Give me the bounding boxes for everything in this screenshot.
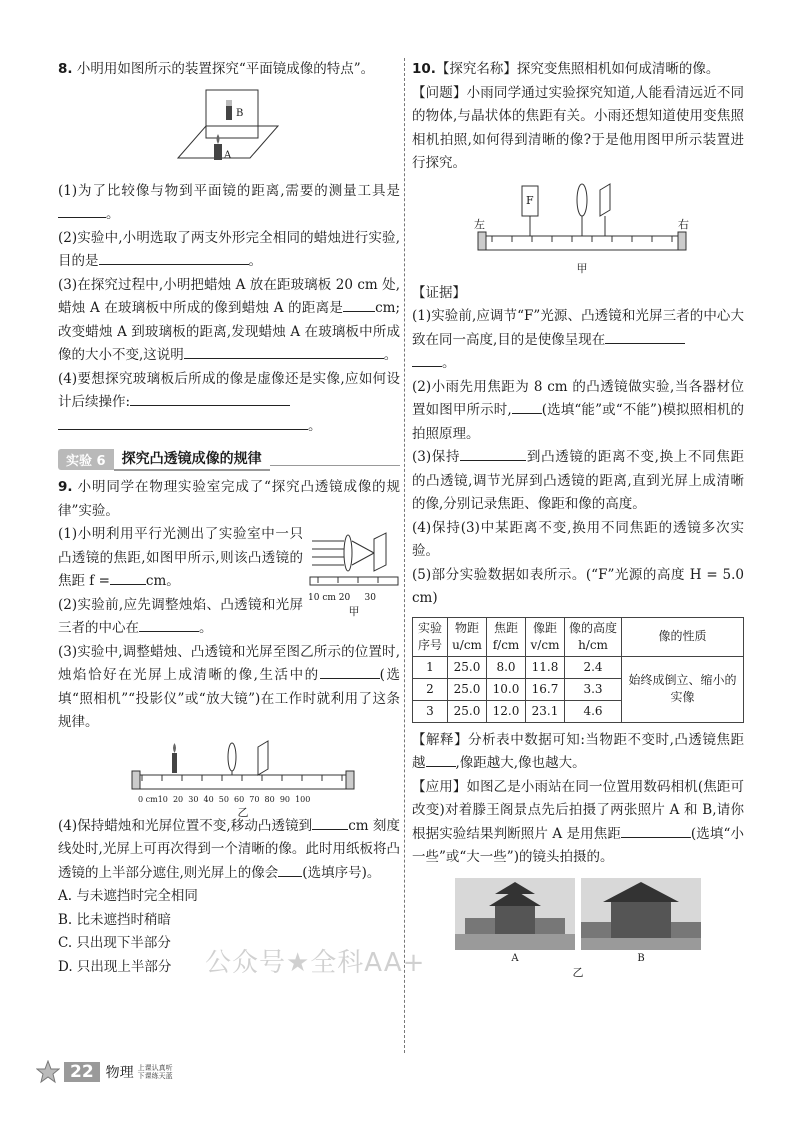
label-a: A [224,149,232,161]
q9-part1: (1)小明利用平行光测出了实验室中一只凸透镜的焦距,如图甲所示,则该凸透镜的焦距 f = cm。 [58,526,303,589]
right-column [412,58,744,980]
q10-e3: (3)保持 到凸透镜的距离不变,换上不同焦距的凸透镜,调节光屏到凸透镜的距离,直到光屏上成清晰的像,分别记录焦距、像距和像的高度。 [412,446,744,517]
q9-figure-jia [308,525,400,618]
scale-labels: 10 cm 20 30 [308,593,376,603]
parallel-light-diagram [308,525,400,589]
image-property-cell: 始终成倒立、缩小的实像 [622,656,744,722]
q10-name: 10.【探究名称】探究变焦照相机如何成清晰的像。 [412,61,720,77]
q9-part3: (3)实验中,调整蜡烛、凸透镜和光屏至图乙所示的位置时,烛焰恰好在光屏上成清晰的像,生活中的 (选填“照相机”“投影仪”或“放大镜”)在工作时就利用了这条规律。 [58,643,400,730]
motto: 上课认真听 下课练天蓝 [137,1064,173,1080]
q10-e4: (4)保持(3)中某距离不变,换用不同焦距的透镜多次实验。 [412,519,744,559]
answer-blank[interactable] [184,344,384,359]
tengwang-pavilion-photo-a [455,878,575,950]
answer-blank[interactable] [139,617,199,632]
table-row: 3 25.0 12.0 23.1 4.6 [413,700,744,722]
q9-option-a[interactable]: A. 与未遮挡时完全相同 [58,888,198,904]
q8-part2: (2)实验中,小明选取了两支外形完全相同的蜡烛进行实验,目的是 。 [58,229,400,269]
q9-option-c[interactable]: C. 只出现下半部分 [58,935,171,951]
figure-caption: 乙 [237,805,249,819]
left-column [58,58,400,979]
page-footer [36,1060,173,1084]
table-header-row: 实验序号 物距 u/cm 焦距 f/cm 像距 v/cm 像的高度 h/cm 像的性质 [413,617,744,656]
q10-figure-jia [472,180,692,278]
q10-apply: 【应用】如图乙是小雨站在同一位置用数码相机(焦距可改变)对着滕王阁景点先后拍摄了两张照片 A 和 B,请你根据实验结果判断照片 A 是用焦距 (选填“小一些”或“大一些”)的镜头拍摄的。 [412,778,744,865]
q10-e5: (5)部分实验数据如表所示。(“F”光源的高度 H = 5.0 cm) [412,566,744,606]
q8-stem: 8. 小明用如图所示的装置探究“平面镜成像的特点”。 [58,61,375,77]
data-table [412,617,744,723]
answer-blank[interactable] [412,352,442,367]
answer-blank[interactable] [426,752,456,767]
answer-blank[interactable] [110,570,146,585]
answer-blank[interactable] [58,203,106,218]
q9-stem: 9. 小明同学在物理实验室完成了“探究凸透镜成像的规律”实验。 [58,479,401,519]
answer-blank[interactable] [460,446,526,461]
answer-blank[interactable] [512,399,542,414]
photo-a: A [455,878,575,964]
table-row: 2 25.0 10.0 16.7 3.3 [413,678,744,700]
q9-part4: (4)保持蜡烛和光屏位置不变,移动凸透镜到 cm 刻度线处时,光屏上可再次得到一个清晰的像。此时用纸板将凸透镜的上半部分遮住,则光屏上的像会 (选填序号)。 [58,815,400,886]
q10-e2: (2)小雨先用焦距为 8 cm 的凸透镜做实验,当各器材位置如图甲所示时, (选填“能”或“不能”)模拟照相机的拍照原理。 [412,378,745,442]
q10-problem: 【问题】小雨同学通过实验探究知道,人能看清远近不同的物体,与晶状体的焦距有关。小雨还想知道使用变焦照相机拍照,如何得到清晰的像?于是他用图甲所示装置进行探究。 [412,84,745,171]
label-b: B [236,107,244,119]
watermark: 公众号★全科AA+ [205,948,426,978]
answer-blank[interactable] [621,823,691,838]
star-mascot-icon [36,1060,60,1084]
tengwang-pavilion-photo-b [581,878,701,950]
q10-e1: (1)实验前,应调节“F”光源、凸透镜和光屏三者的中心大致在同一高度,目的是使像呈现在 。 [412,308,744,371]
q9-option-b[interactable]: B. 比未遮挡时稍暗 [58,911,172,928]
q8-part3: (3)在探究过程中,小明把蜡烛 A 放在距玻璃板 20 cm 处,蜡烛 A 在玻璃板中所成的像到蜡烛 A 的距离是 cm;改变蜡烛 A 到玻璃板的距离,发现蜡烛 A 在玻璃板中所成像的大小不变,这说明 。 [58,276,400,363]
figure-caption: 甲 [576,261,588,275]
right-label: 右 [678,217,689,231]
subject-label: 物理 [105,1065,134,1081]
q8-part1: (1)为了比较像与物到平面镜的距离,需要的测量工具是。 [58,182,400,222]
q8-part4: (4)要想探究玻璃板后所成的像是虚像还是实像,应如何设计后续操作: 。 [58,370,400,434]
answer-blank[interactable] [130,391,290,406]
q10-explain: 【解释】分析表中数据可知:当物距不变时,凸透镜焦距越 ,像距越大,像也越大。 [412,731,744,771]
answer-blank[interactable] [99,250,249,265]
answer-blank[interactable] [58,415,308,430]
left-label: 左 [474,217,485,231]
f-light-source-label: F [526,193,534,207]
experiment-title: 探究凸透镜成像的规律 [114,447,270,471]
experiment-6-banner [58,448,400,470]
answer-blank[interactable] [605,329,685,344]
q8-figure [168,86,288,176]
q9-part2: (2)实验前,应先调整烛焰、凸透镜和光屏三者的中心在 。 [58,596,303,636]
answer-blank[interactable] [320,664,380,679]
scale-labels: 0 cm10 20 30 40 50 60 70 80 90 100 [138,794,311,804]
column-divider [404,58,405,1053]
q9-figure-yi [128,739,358,819]
mirror-setup-diagram [168,86,298,176]
optical-bench-diagram [128,739,358,795]
figure-caption: 乙 [572,965,584,979]
evidence-heading: 【证据】 [412,284,466,301]
experiment-tag: 实验 6 [58,449,114,470]
camera-bench-diagram [472,180,692,260]
answer-blank[interactable] [278,862,302,877]
photo-pair [412,878,744,964]
page-number: 22 [64,1062,100,1082]
answer-blank[interactable] [343,297,375,312]
table-row: 1 25.0 8.0 11.8 2.4 始终成倒立、缩小的实像 [413,656,744,678]
photo-b: B [581,878,701,964]
figure-caption: 甲 [348,605,360,618]
q9-option-d[interactable]: D. 只出现上半部分 [58,958,172,975]
